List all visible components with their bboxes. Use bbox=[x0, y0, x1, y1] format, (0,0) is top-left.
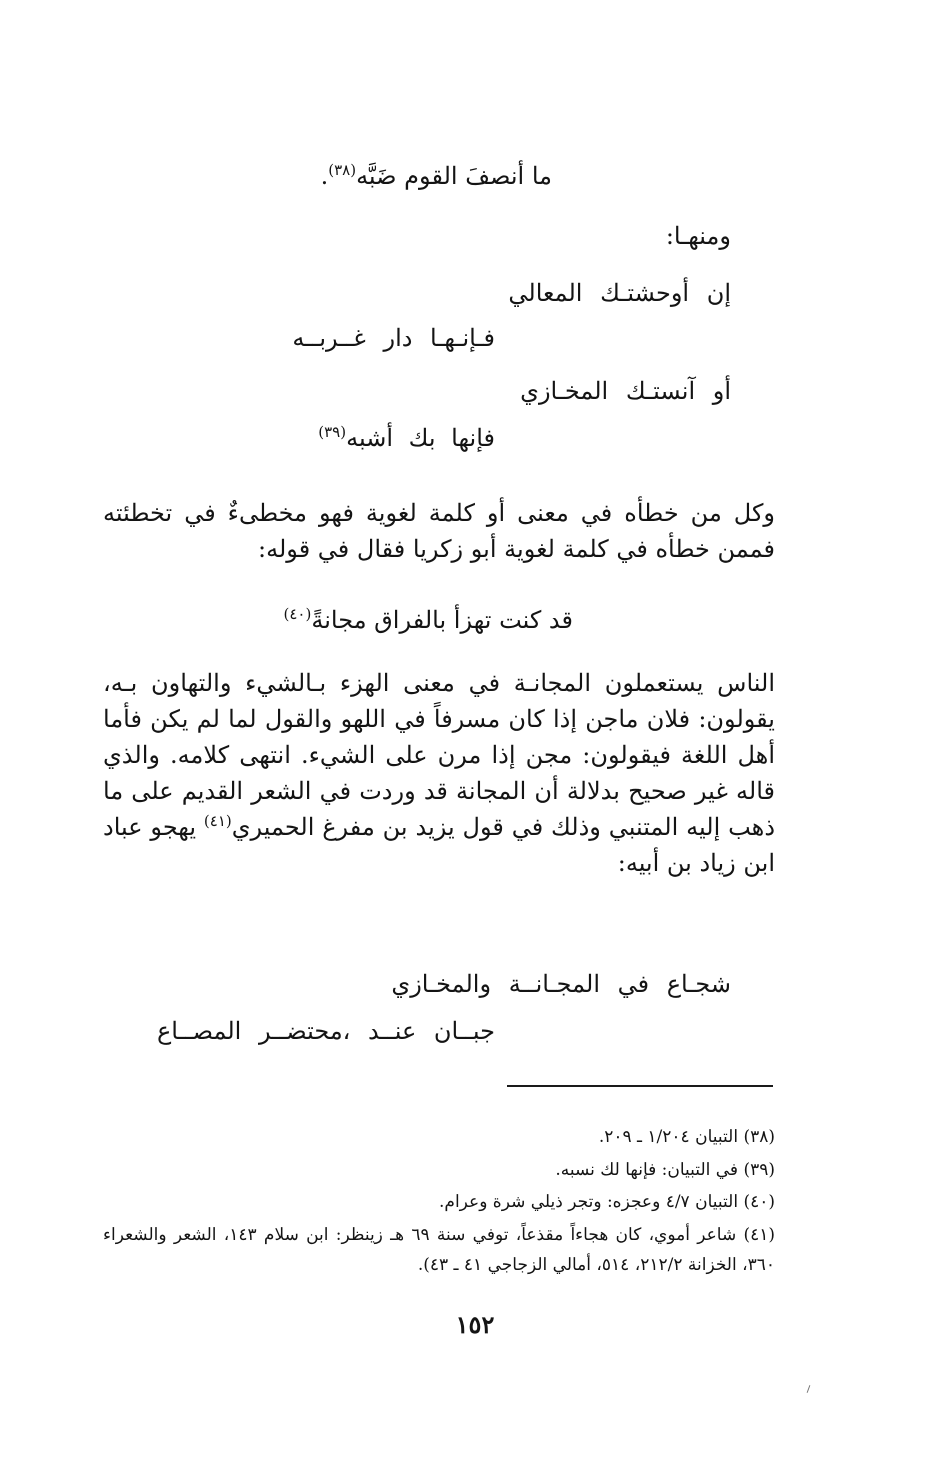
verse-line-10: شجـاع في المجـانــة والمخـازي bbox=[391, 970, 731, 998]
footnote-ref-41: (٤١) bbox=[203, 812, 232, 830]
paragraph-2-text: الناس يستعملون المجانـة في معنى الهزء بـالشيء والتهاون بـه، يقولون: فلان ماجن إذا كان مسرفاً في اللهو والقول لما لم يكن فأما أهل اللغة فيقولون: مجن إذا مرن على الشيء. انتهى كلامه. والذي قاله غير صحيح بدلالة أن المجانة قد وردت في الشعر القديم على ما ذهب إليه المتنبي وذلك في قول يزيد بن مفرغ الحميري bbox=[103, 669, 776, 841]
verse-line-7 bbox=[284, 602, 574, 638]
verse-line-3: إن أوحشتـك المعالي bbox=[508, 279, 731, 307]
footnote-divider bbox=[507, 1085, 773, 1087]
verse-text: قد كنت تهزأ بالفراق مجانةً bbox=[311, 606, 573, 634]
verse-line-11: جبــان عنــد ،محتضــر المصــاع bbox=[156, 1017, 495, 1045]
verse-end: . bbox=[320, 162, 329, 190]
footnote-40: (٤٠) التبيان ٤/٧ وعجزه: وتجر ذيلي شرة وعرام. bbox=[439, 1192, 775, 1212]
verse-text: فإنها بك أشبه bbox=[346, 424, 495, 452]
verse-line-6 bbox=[318, 420, 495, 456]
paragraph-2-text-end: يهجو عباد ابن زياد بن أبيه: bbox=[103, 813, 775, 877]
stray-mark bbox=[807, 1385, 811, 1393]
intro-label: ومنهـا: bbox=[665, 222, 731, 250]
footnote-41: (٤١) شاعر أموي، كان هجاءاً مقذعاً، توفي سنة ٦٩ هـ زينظر: ابن سلام ١٤٣، الشعر والشعراء ٣٦٠، الخزانة ٢١٢/٢، ٥١٤، أمالي الزجاجي ٤١ ـ ٤٣). bbox=[103, 1225, 775, 1275]
verse-line-5: أو آنستـك المخـازي bbox=[520, 377, 731, 405]
footnote-ref-38: (٣٨) bbox=[328, 161, 357, 179]
verse-line-1 bbox=[321, 158, 552, 194]
footnote-39: (٣٩) في التبيان: فإنها لك نسبه. bbox=[555, 1160, 775, 1180]
footnote-38: (٣٨) التبيان ١/٢٠٤ ـ ٢٠٩. bbox=[598, 1127, 775, 1147]
paragraph-2 bbox=[103, 665, 775, 881]
paragraph-1: وكل من خطأه في معنى أو كلمة لغوية فهو مخطىءٌ في تخطئته فممن خطأه في كلمة لغوية أبو زكريا فقال في قوله: bbox=[103, 499, 776, 563]
footnote-ref-39: (٣٩) bbox=[318, 423, 347, 441]
footnote-ref-40: (٤٠) bbox=[283, 605, 312, 623]
verse-line-4: فـإنـهـا دار غــربــه bbox=[292, 324, 495, 352]
verse-text: ما أنصفَ القوم ضَبَّه bbox=[356, 162, 552, 190]
page-number: ١٥٢ bbox=[455, 1310, 495, 1339]
